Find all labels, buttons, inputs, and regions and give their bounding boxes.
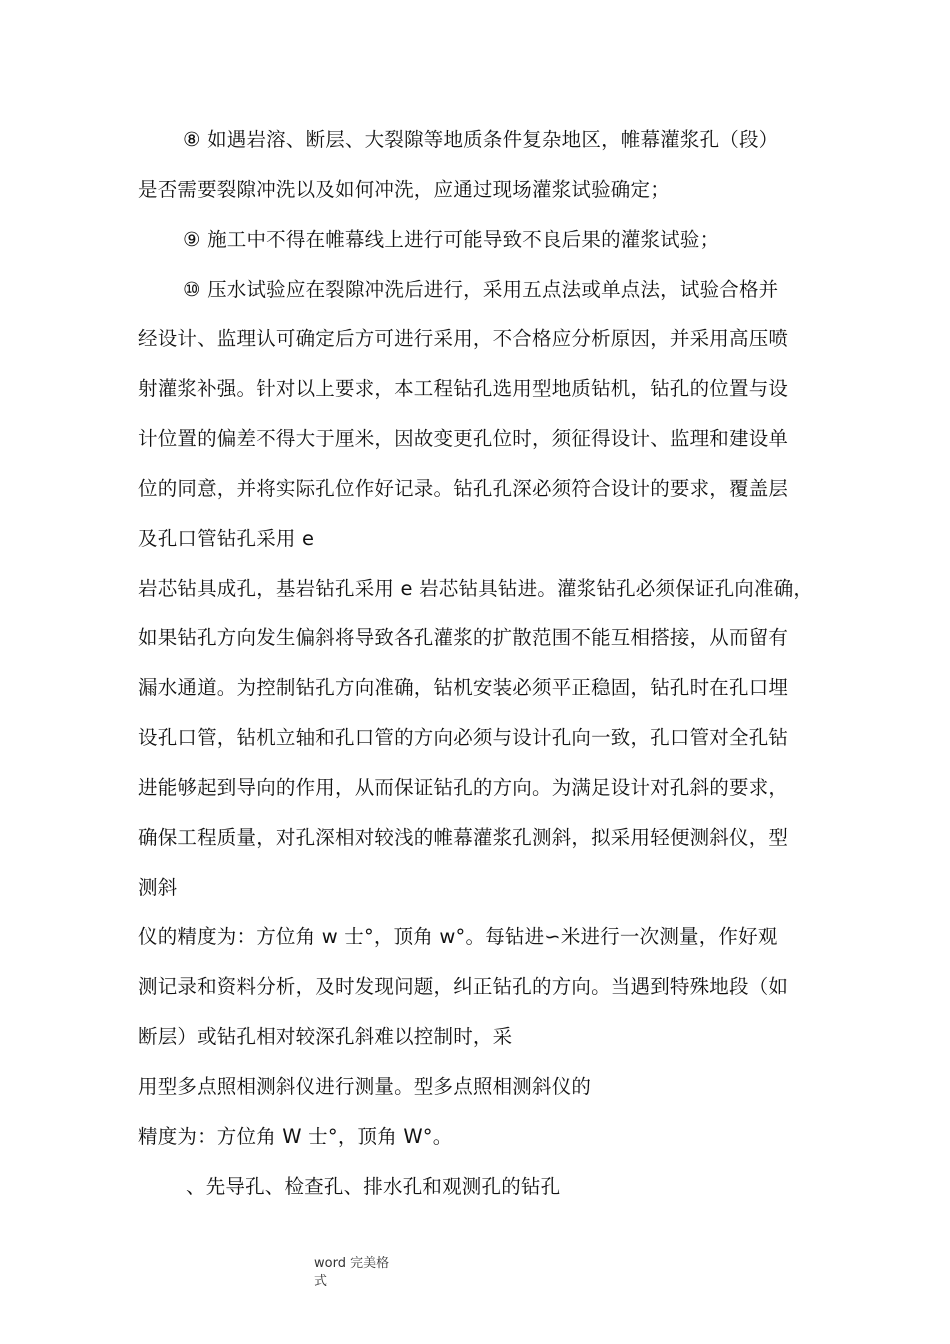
body-line-11: 如果钻孔方向发生偏斜将导致各孔灌浆的扩散范围不能互相搭接，从而留有	[138, 626, 789, 649]
body-line-18: 测记录和资料分析，及时发现问题，纠正钻孔的方向。当遇到特殊地段（如	[138, 975, 789, 998]
paragraph-10-line-4: 计位置的偏差不得大于厘米，因故变更孔位时，须征得设计、监理和建设单	[138, 427, 789, 450]
body-line-13: 设孔口管，钻机立轴和孔口管的方向必须与设计孔向一致，孔口管对全孔钻	[138, 726, 789, 749]
paragraph-8-line-2: 是否需要裂隙冲洗以及如何冲洗，应通过现场灌浆试验确定；	[138, 178, 670, 201]
section-heading-drilling: 、先导孔、检查孔、排水孔和观测孔的钻孔	[186, 1175, 561, 1198]
body-line-17: 仪的精度为：方位角 w 士°，顶角 w°。每钻进∽米进行一次测量，作好观	[138, 925, 778, 948]
paragraph-10-line-3: 射灌浆补强。针对以上要求，本工程钻孔选用型地质钻机，钻孔的位置与设	[138, 377, 789, 400]
body-line-21: 精度为：方位角 W 士°，顶角 W°。	[138, 1125, 453, 1148]
body-line-15: 确保工程质量，对孔深相对较浅的帷幕灌浆孔测斜，拟采用轻便测斜仪，型	[138, 826, 789, 849]
paragraph-10-line-1: ⑩ 压水试验应在裂隙冲洗后进行，采用五点法或单点法，试验合格并	[183, 278, 779, 301]
paragraph-9-line-1: ⑨ 施工中不得在帷幕线上进行可能导致不良后果的灌浆试验；	[183, 228, 720, 251]
body-line-12: 漏水通道。为控制钻孔方向准确，钻机安装必须平正稳固，钻孔时在孔口埋	[138, 676, 789, 699]
body-line-10: 岩芯钻具成孔，基岩钻孔采用 e 岩芯钻具钻进。灌浆钻孔必须保证孔向准确，	[138, 577, 814, 600]
body-line-16: 测斜	[138, 876, 178, 899]
footer-text-line-2: 式	[314, 1274, 328, 1289]
body-line-19: 断层）或钻孔相对较深孔斜难以控制时，采	[138, 1025, 513, 1048]
paragraph-8-line-1: ⑧ 如遇岩溶、断层、大裂隙等地质条件复杂地区，帷幕灌浆孔（段）	[183, 128, 779, 151]
paragraph-10-line-5: 位的同意，并将实际孔位作好记录。钻孔孔深必须符合设计的要求，覆盖层	[138, 477, 789, 500]
body-line-20: 用型多点照相测斜仪进行测量。型多点照相测斜仪的	[138, 1075, 592, 1098]
body-line-14: 进能够起到导向的作用，从而保证钻孔的方向。为满足设计对孔斜的要求，	[138, 776, 789, 799]
paragraph-10-line-6: 及孔口管钻孔采用 e	[138, 527, 315, 550]
footer-text-line-1: word 完美格	[314, 1256, 390, 1271]
paragraph-10-line-2: 经设计、监理认可确定后方可进行采用，不合格应分析原因，并采用高压喷	[138, 327, 789, 350]
